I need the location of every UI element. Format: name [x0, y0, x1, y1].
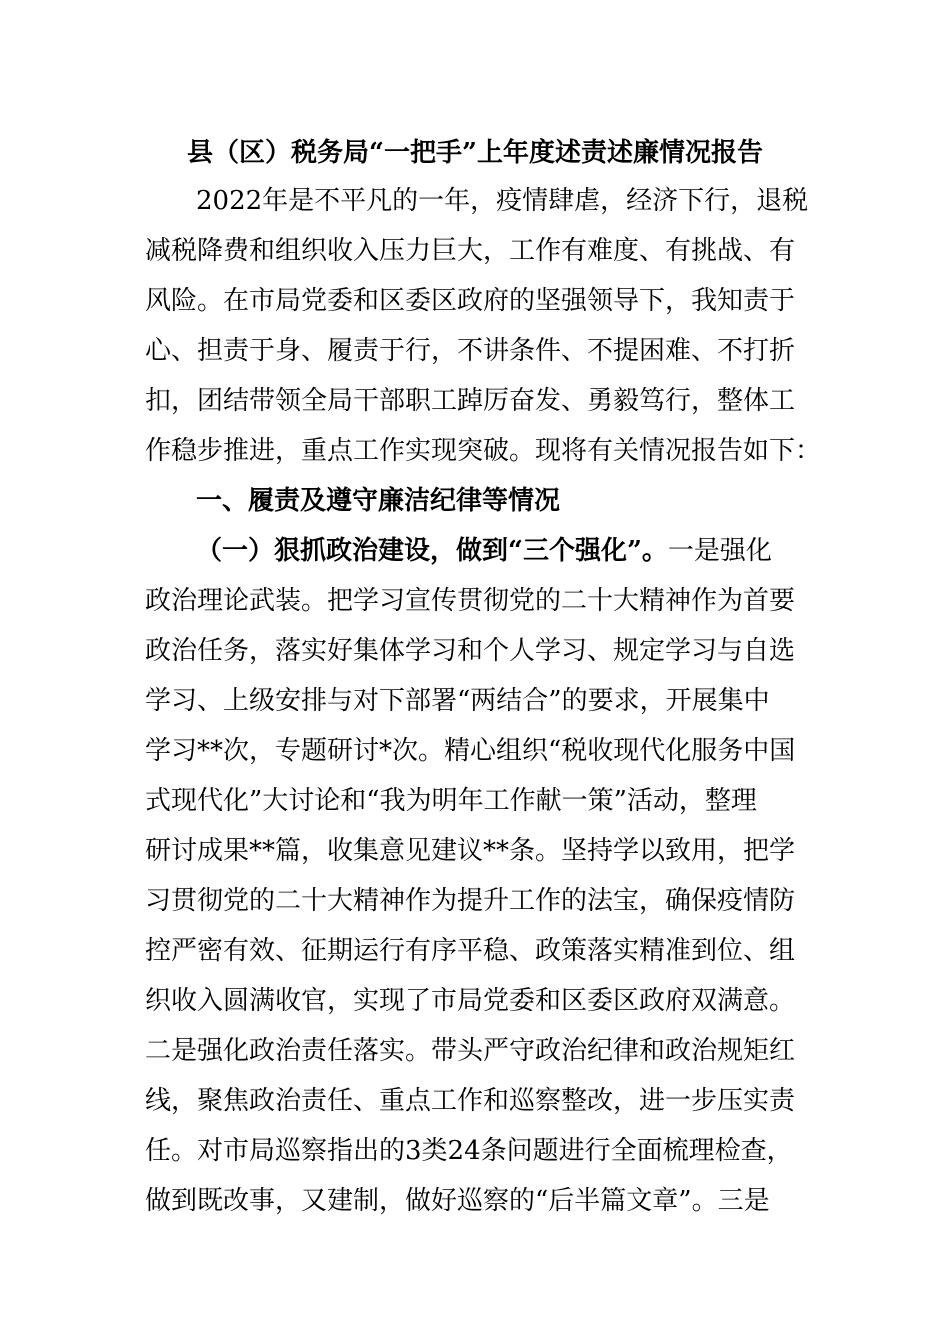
section-heading: 一、履责及遵守廉洁纪律等情况 [196, 486, 561, 516]
subsection-text: 一是强化 [667, 536, 772, 566]
body-line: 学习**次，专题研讨*次。精心组织“税收现代化服务中国 [145, 736, 796, 766]
body-line: 任。对市局巡察指出的3类24条问题进行全面梳理检查， [145, 1136, 793, 1166]
body-line: 二是强化政治责任落实。带头严守政治纪律和政治规矩红 [145, 1036, 796, 1066]
body-line: 习贯彻党的二十大精神作为提升工作的法宝，确保疫情防 [145, 886, 796, 916]
body-line: 学习、上级安排与对下部署“两结合”的要求，开展集中 [145, 686, 770, 716]
body-line: 研讨成果**篇，收集意见建议**条。坚持学以致用，把学 [145, 836, 796, 866]
body-line: 式现代化”大讨论和“我为明年工作献一策”活动，整理 [145, 786, 757, 816]
body-line: 政治理论武装。把学习宣传贯彻党的二十大精神作为首要 [145, 586, 796, 616]
body-line: 心、担责于身、履责于行，不讲条件、不提困难、不打折 [145, 336, 796, 366]
subsection-line [196, 533, 856, 569]
body-line: 作稳步推进，重点工作实现突破。现将有关情况报告如下： [145, 436, 822, 466]
body-line: 2022年是不平凡的一年，疫情肆虐，经济下行，退税 [196, 186, 809, 216]
document-title: 县（区）税务局“一把手”上年度述责述廉情况报告 [187, 138, 763, 168]
body-line: 政治任务，落实好集体学习和个人学习、规定学习与自选 [145, 636, 796, 666]
subsection-heading: （一）狠抓政治建设，做到“三个强化”。 [196, 536, 668, 566]
body-line: 做到既改事，又建制，做好巡察的“后半篇文章”。三是 [145, 1186, 770, 1216]
body-line: 控严密有效、征期运行有序平稳、政策落实精准到位、组 [145, 936, 796, 966]
body-line: 织收入圆满收官，实现了市局党委和区委区政府双满意。 [145, 986, 796, 1016]
body-line: 扣，团结带领全局干部职工踔厉奋发、勇毅笃行，整体工 [145, 386, 796, 416]
body-line: 线，聚焦政治责任、重点工作和巡察整改，进一步压实责 [145, 1086, 796, 1116]
body-line: 风险。在市局党委和区委区政府的坚强领导下，我知责于 [145, 286, 796, 316]
body-line: 减税降费和组织收入压力巨大，工作有难度、有挑战、有 [145, 236, 796, 266]
